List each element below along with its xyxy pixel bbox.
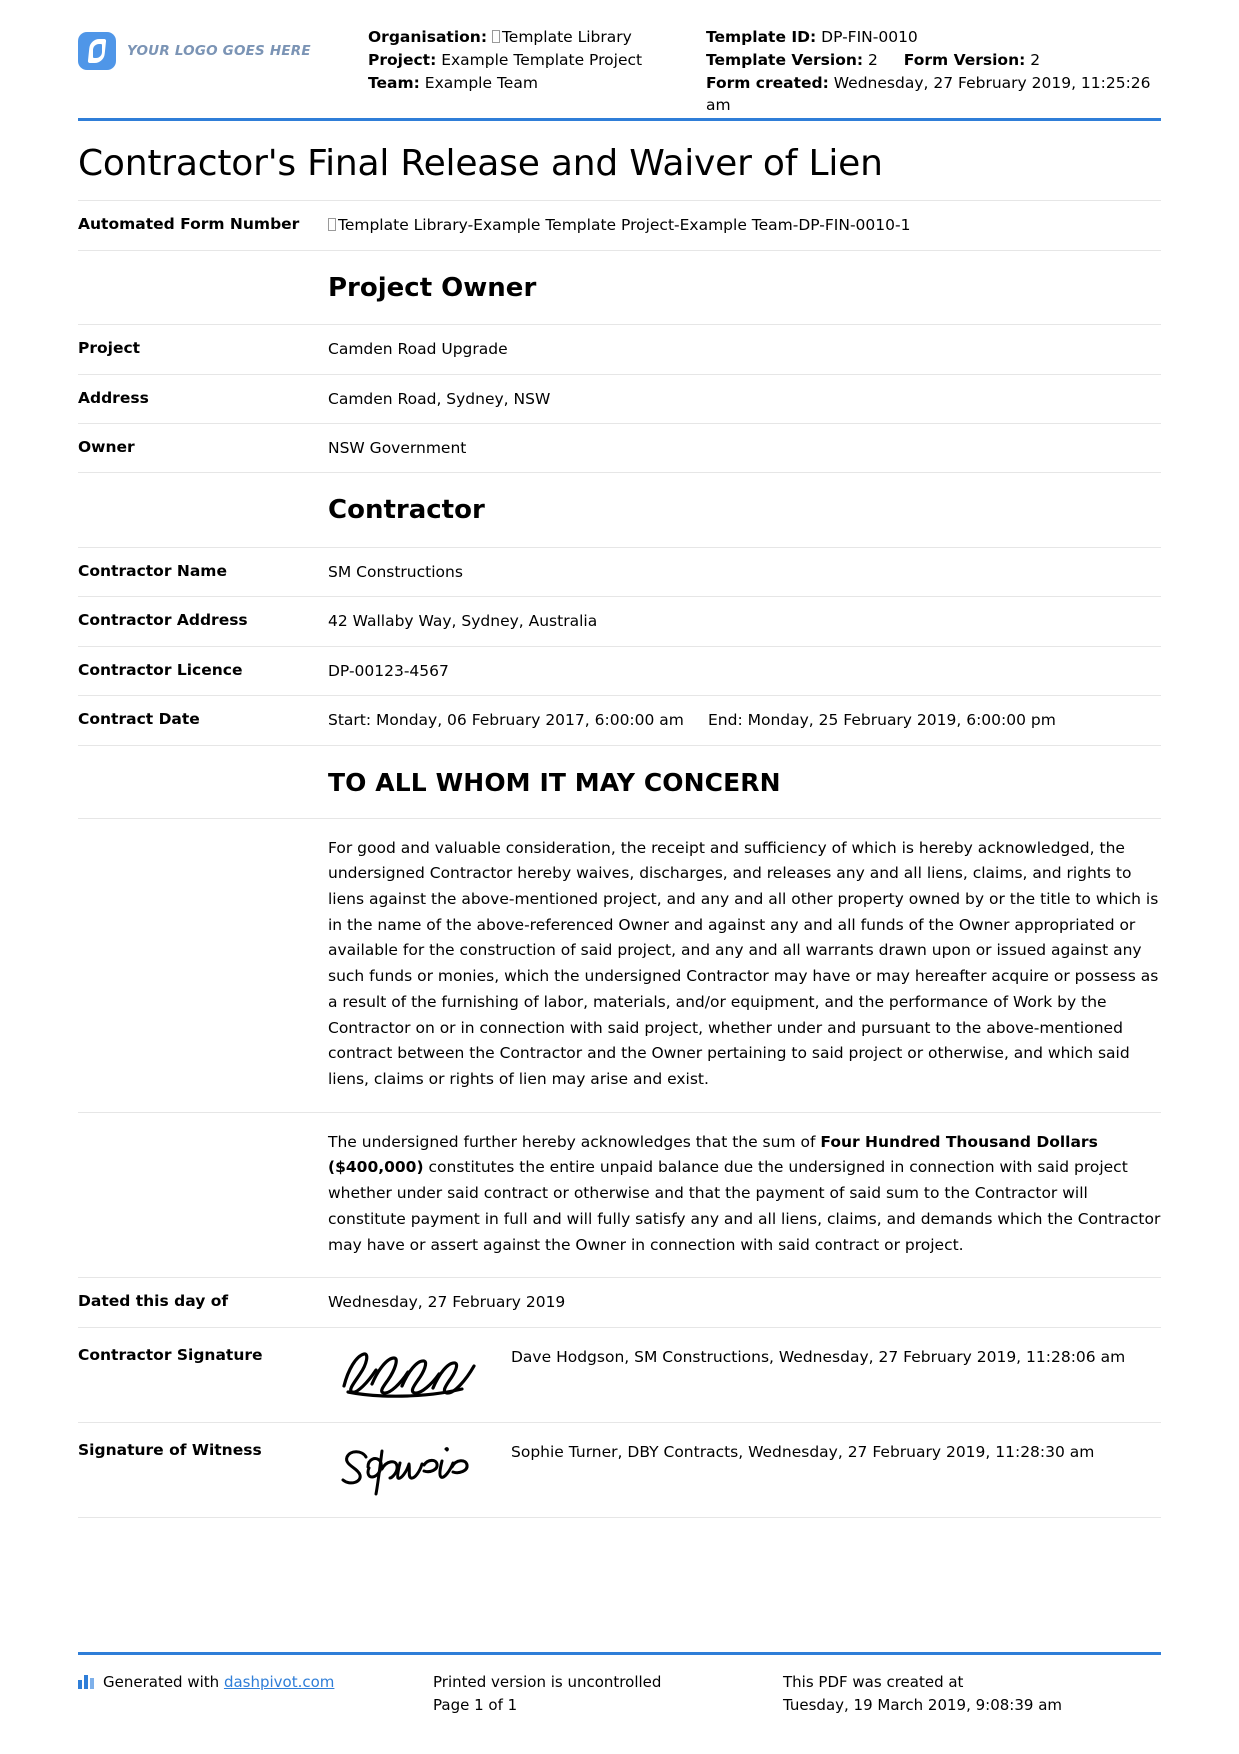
witness-signature-label: Signature of Witness bbox=[78, 1440, 262, 1459]
form-created-value: Wednesday, 27 February 2019, 11:25:26 am bbox=[706, 73, 1151, 115]
template-id-value: DP-FIN-0010 bbox=[821, 28, 918, 46]
template-version-label: Template Version: bbox=[706, 50, 864, 69]
organisation-line bbox=[368, 26, 706, 49]
project-owner-heading: Project Owner bbox=[328, 272, 537, 303]
release-paragraph-2 bbox=[328, 1130, 1161, 1259]
document-header bbox=[78, 0, 1161, 115]
section-project-owner bbox=[78, 250, 1161, 324]
row-release-paragraph-1 bbox=[78, 818, 1161, 1112]
row-contractor-signature bbox=[78, 1327, 1161, 1422]
version-line bbox=[706, 49, 1161, 72]
row-dated-this-day-of bbox=[78, 1277, 1161, 1326]
team-line bbox=[368, 72, 706, 95]
section-to-all-whom-it-may-concern bbox=[78, 745, 1161, 818]
dated-value: Wednesday, 27 February 2019 bbox=[328, 1293, 566, 1312]
row-address bbox=[78, 374, 1161, 423]
address-label: Address bbox=[78, 388, 149, 407]
logo-block bbox=[78, 22, 368, 70]
contractor-heading: Contractor bbox=[328, 495, 485, 526]
witness-signature-meta: Sophie Turner, DBY Contracts, Wednesday, 27 February 2019, 11:28:30 am bbox=[511, 1442, 1095, 1461]
concern-heading: TO ALL WHOM IT MAY CONCERN bbox=[328, 767, 781, 797]
paragraph-spacer bbox=[78, 836, 328, 1093]
contractor-licence-value: DP-00123-4567 bbox=[328, 661, 449, 680]
header-meta-right bbox=[706, 22, 1161, 117]
project-value: Camden Road Upgrade bbox=[328, 340, 508, 359]
contractor-address-value: 42 Wallaby Way, Sydney, Australia bbox=[328, 612, 598, 631]
contractor-licence-label: Contractor Licence bbox=[78, 660, 243, 679]
row-contractor-name bbox=[78, 547, 1161, 596]
template-id-line bbox=[706, 26, 1161, 49]
footer-generated-text bbox=[103, 1671, 334, 1694]
template-version-value: 2 bbox=[868, 50, 878, 69]
project-label: Project bbox=[78, 339, 141, 358]
contract-start-date: Start: Monday, 06 February 2017, 6:00:00 am bbox=[328, 711, 684, 730]
footer-generated-with bbox=[78, 1671, 433, 1716]
row-release-paragraph-2 bbox=[78, 1112, 1161, 1278]
automated-form-number-text: Template Library-Example Template Project-Example Team-DP-FIN-0010-1 bbox=[338, 216, 911, 235]
paragraph-2-part2: constitutes the entire unpaid balance due the undersigned in connection with said project whether under said contract or otherwise and that the payment of said sum to the Contractor will constitute payment in full and will fully satisfy any and all liens, claims, and demands which the Contractor may have or assert against the Owner in connection with said contract or project. bbox=[328, 1158, 1161, 1254]
dashpivot-link[interactable]: dashpivot.com bbox=[223, 1673, 335, 1691]
address-value: Camden Road, Sydney, NSW bbox=[328, 389, 551, 408]
row-project bbox=[78, 324, 1161, 373]
paragraph-2-amount: Four Hundred Thousand Dollars ($400,000) bbox=[328, 1132, 1098, 1177]
form-body bbox=[78, 200, 1161, 1517]
row-contractor-licence bbox=[78, 646, 1161, 695]
footer-columns bbox=[78, 1671, 1161, 1716]
contractor-name-label: Contractor Name bbox=[78, 561, 227, 580]
created-at-value: Tuesday, 19 March 2019, 9:08:39 am bbox=[783, 1695, 1063, 1714]
form-bottom-divider bbox=[78, 1517, 1161, 1518]
automated-form-number-label: Automated Form Number bbox=[78, 215, 300, 234]
handwritten-signature-sophie bbox=[328, 1437, 503, 1499]
handwritten-signature-dave bbox=[328, 1342, 503, 1404]
owner-value: NSW Government bbox=[328, 438, 467, 457]
release-paragraph-1: For good and valuable consideration, the receipt and sufficiency of which is hereby acknowledged, the undersigned Contractor hereby waives, discharges, and releases any and all liens, claims, and rights to liens against the above-mentioned project, and any and all other property owned by or the title to which is in the name of the above-referenced Owner and against any and all funds of the Owner appropriated or available for the construction of said project, and any and all warrants drawn upon or issued against any such funds or monies, which the undersigned Contractor may have or may hereafter acquire or possess as a result of the furnishing of labor, materials, and/or equipment, and the performance of Work by the Contractor on or in connection with said project, whether under and pursuant to the above-mentioned contract between the Contractor and the Owner pertaining to said project or otherwise, and which said liens, claims or rights of lien may arise and exist. bbox=[328, 838, 1159, 1088]
row-owner bbox=[78, 423, 1161, 472]
contract-end-date: End: Monday, 25 February 2019, 6:00:00 pm bbox=[708, 711, 1056, 730]
logo-placeholder-text: YOUR LOGO GOES HERE bbox=[127, 43, 311, 59]
project-label: Project: bbox=[368, 50, 437, 69]
row-contractor-address bbox=[78, 596, 1161, 645]
automated-form-number-value bbox=[328, 214, 1161, 236]
owner-label: Owner bbox=[78, 437, 135, 456]
contractor-name-value: SM Constructions bbox=[328, 562, 463, 581]
row-automated-form-number bbox=[78, 200, 1161, 249]
row-contract-date bbox=[78, 695, 1161, 744]
contract-date-label: Contract Date bbox=[78, 710, 200, 729]
footer-print-status bbox=[433, 1671, 783, 1716]
project-line bbox=[368, 49, 706, 72]
uncontrolled-notice: Printed version is uncontrolled bbox=[433, 1673, 662, 1691]
contract-date-split bbox=[328, 709, 1161, 731]
organisation-value: Template Library bbox=[501, 28, 632, 46]
team-value: Example Team bbox=[424, 73, 538, 92]
project-value: Example Template Project bbox=[441, 50, 643, 69]
dated-label: Dated this day of bbox=[78, 1292, 229, 1311]
team-label: Team: bbox=[368, 73, 420, 92]
template-id-label: Template ID: bbox=[706, 28, 817, 46]
footer-created-at bbox=[783, 1671, 1161, 1716]
form-version-label: Form Version: bbox=[903, 50, 1026, 69]
form-created-label: Form created: bbox=[706, 73, 829, 92]
section-contractor bbox=[78, 472, 1161, 546]
footer-divider bbox=[78, 1652, 1161, 1655]
document-footer bbox=[78, 1652, 1161, 1716]
dashpivot-logo-icon bbox=[78, 32, 116, 70]
paragraph-2-part1: The undersigned further hereby acknowledges that the sum of bbox=[328, 1132, 821, 1151]
header-meta-left bbox=[368, 22, 706, 94]
organisation-label: Organisation: bbox=[368, 28, 488, 46]
generated-prefix: Generated with bbox=[103, 1673, 224, 1691]
placeholder-glyph-icon bbox=[492, 30, 500, 43]
form-version-value: 2 bbox=[1030, 50, 1041, 69]
form-created-line bbox=[706, 72, 1161, 118]
row-witness-signature bbox=[78, 1422, 1161, 1517]
contractor-address-label: Contractor Address bbox=[78, 611, 248, 630]
bar-chart-icon bbox=[78, 1674, 95, 1689]
page-title: Contractor's Final Release and Waiver of Lien bbox=[78, 143, 883, 184]
contractor-signature-meta: Dave Hodgson, SM Constructions, Wednesday, 27 February 2019, 11:28:06 am bbox=[511, 1347, 1126, 1366]
placeholder-glyph-icon bbox=[328, 218, 336, 231]
contract-date-value bbox=[328, 709, 1161, 731]
created-at-label: This PDF was created at bbox=[783, 1673, 964, 1691]
paragraph-spacer bbox=[78, 1130, 328, 1259]
contractor-signature-label: Contractor Signature bbox=[78, 1345, 263, 1364]
page-number: Page 1 of 1 bbox=[433, 1695, 518, 1714]
